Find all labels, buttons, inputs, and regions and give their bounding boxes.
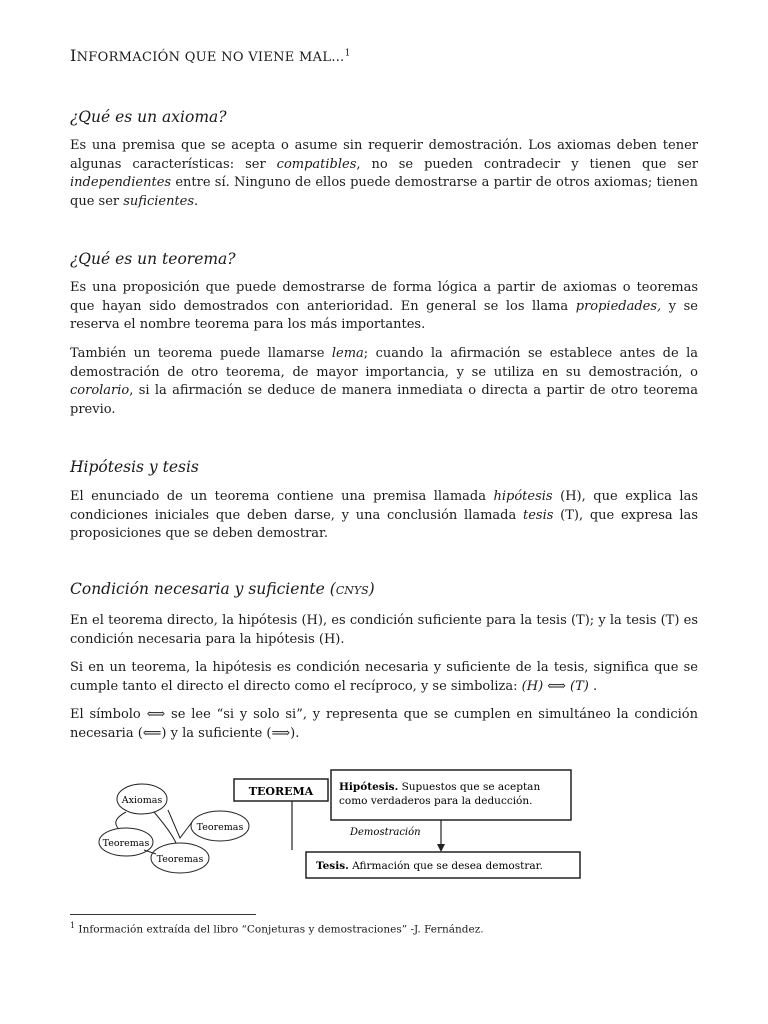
paragraph-teorema-2: También un teorema puede llamarse lema; cuando la afirmación se establece antes de la demostración de otro teorema, de mayor importancia, y se utiliza en su demostración, o corolario, si la afirmación se deduce de manera inmediata o directa a partir de otro teorema previo. (70, 346, 699, 417)
paragraph-axioma: Es una premisa que se acepta o asume sin requerir demostración. Los axiomas deben tener algunas características: ser compatibles, no se pueden contradecir y tienen que ser independientes entre sí. Ninguno de ellos puede demostrarse a partir de otros axiomas; tienen que ser suficientes. (70, 138, 698, 209)
paragraph-teorema-1: Es una proposición que puede demostrarse de forma lógica a partir de axiomas o teoremas que hayan sido demostrados con anterioridad. En general se los llama propiedades, y se reserva el nombre teorema para los más importantes. (70, 280, 699, 332)
heading-condicion: Condición necesaria y suficiente (cnys) (70, 580, 375, 598)
svg-text:Axiomas: Axiomas (121, 795, 163, 806)
arrow-to-teoremas2 (168, 810, 192, 838)
heading-axioma: ¿Qué es un axioma? (70, 108, 227, 126)
header-text: NFORMACIÓN QUE NO VIENE MAL… (76, 50, 345, 65)
svg-text:Teoremas: Teoremas (196, 822, 244, 833)
svg-text:Teoremas: Teoremas (102, 838, 150, 849)
arrow-axiomas-teoremas (116, 812, 126, 828)
heading-teorema: ¿Qué es un teorema? (70, 250, 236, 268)
footnote-separator (70, 914, 256, 915)
svg-text:Tesis. Afirmación que se desea: Tesis. Afirmación que se desea demostrar. (316, 860, 543, 872)
svg-text:Teoremas: Teoremas (156, 854, 204, 865)
paragraph-condicion-3: El símbolo ⟺ se lee “si y solo si”, y representa que se cumplen en simultáneo la condición necesaria (⟸) y la suficiente (⟹). (70, 707, 698, 741)
header-initial: I (70, 46, 77, 65)
svg-text:Hipótesis. Supuestos que se ac: Hipótesis. Supuestos que se aceptan (339, 781, 541, 793)
arrow-axiomas-teoremas3 (154, 812, 176, 843)
svg-text:TEOREMA: TEOREMA (248, 785, 314, 798)
footnote: $^1$ Información extraída del libro “Conjeturas y demostraciones” -J. Fernández. (70, 921, 484, 936)
svg-text:como verdaderos para la deducc: como verdaderos para la deducción. (339, 795, 533, 807)
svg-text:Demostración: Demostración (350, 827, 421, 838)
paragraph-condicion-2: Si en un teorema, la hipótesis es condición necesaria y suficiente de la tesis, significa que se cumple tanto el directo el directo como el recíproco, y se simboliza: (H) ⟺ (T) . (70, 660, 698, 694)
paragraph-condicion-1: En el teorema directo, la hipótesis (H), es condición suficiente para la tesis (T); y la tesis (T) es condición necesaria para la hipótesis (H). (70, 613, 698, 647)
paragraph-hipotesis: El enunciado de un teorema contiene una premisa llamada hipótesis (H), que explica las condiciones iniciales que deben darse, y una conclusión llamada tesis (T), que expresa las proposiciones que se deben demostrar. (70, 489, 698, 541)
footnote-ref[interactable]: 1 (344, 48, 351, 59)
heading-hipotesis: Hipótesis y tesis (70, 458, 199, 476)
theorem-diagram (96, 762, 586, 892)
page-header (70, 46, 351, 65)
